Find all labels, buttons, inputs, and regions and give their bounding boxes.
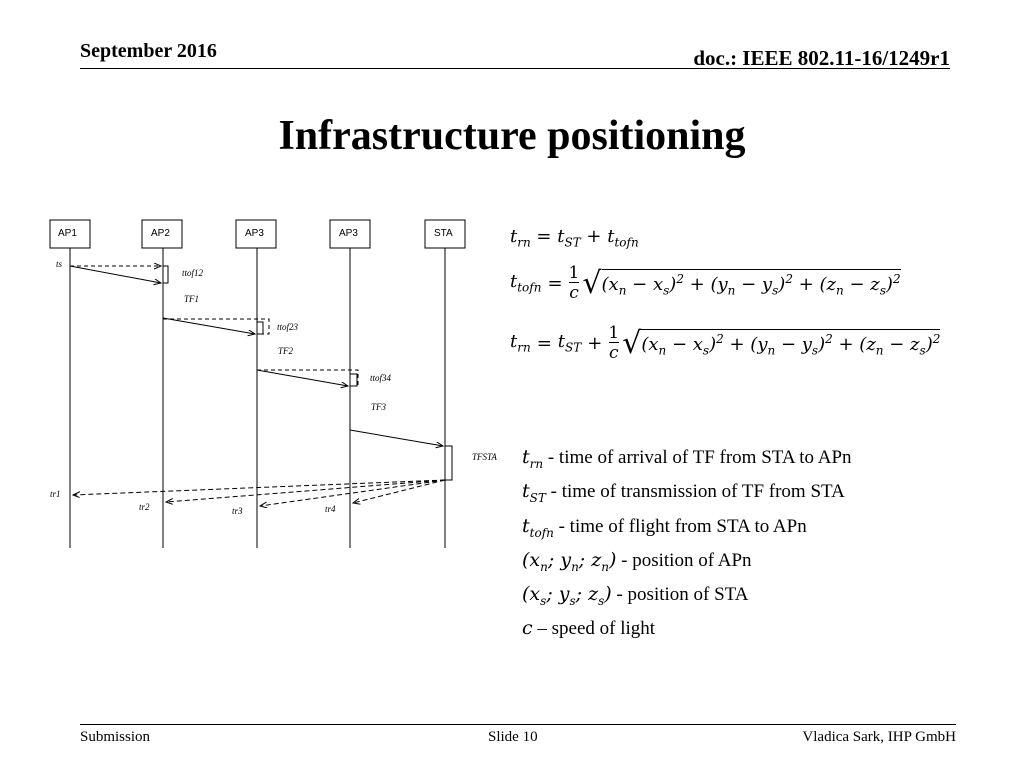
label-tf1: TF1 [184, 294, 200, 304]
bracket-tof34 [350, 374, 357, 386]
tx-ap4-sta [350, 430, 443, 446]
label-ttof12: ttof12 [182, 268, 204, 278]
footer-submission: Submission [80, 729, 151, 745]
label-tr2: tr2 [139, 502, 150, 512]
header-doc-id: doc.: IEEE 802.11-16/1249r1 [693, 46, 950, 70]
label-tf2: TF2 [278, 346, 294, 356]
rx-sta-ap2 [166, 480, 445, 502]
footer-slide-number: Slide 10 [488, 729, 538, 745]
legend-row-apn-position: ($x_n$; $y_n$; $z_n$) - position of APn [522, 548, 752, 574]
legend-text: - time of flight from STA to APn [553, 515, 807, 537]
node-sta-label: STA [434, 228, 453, 239]
legend-text: - position of APn [616, 549, 752, 571]
equation-2: $t_{tofn}$ = $\frac{1}{c}$ √ $(x_n - x_s)^2 + (y_n - y_s)^2 + (z_n - z_s)^2$ [510, 263, 901, 303]
label-tr1: tr1 [50, 489, 61, 499]
bracket-tof12 [163, 266, 168, 283]
bracket-fsta [445, 446, 452, 480]
node-ap2 [142, 220, 182, 248]
symbol-legend [522, 444, 852, 643]
node-ap3 [236, 220, 276, 248]
legend-row-c [522, 615, 852, 643]
footer-divider [80, 724, 956, 725]
label-ttof23: ttof23 [277, 322, 299, 332]
sequence-diagram [40, 210, 500, 560]
footer-author: Vladica Sark, IHP GmbH [802, 729, 956, 745]
header-divider [80, 68, 950, 69]
tx-ap2-ap3 [163, 318, 255, 334]
legend-text: - time of arrival of TF from STA to APn [543, 447, 852, 468]
legend-text: – speed of light [532, 618, 656, 640]
equation-3: $t_{rn}$ = $t_{ST}$ + $\frac{1}{c}$ √ $(x_n - x_s)^2 + (y_n - y_s)^2 + (z_n - z_s)^2$ [510, 323, 941, 363]
node-ap1-label: AP1 [58, 228, 77, 239]
legend-text: - position of STA [611, 584, 749, 606]
node-ap4 [330, 220, 370, 248]
node-sta [425, 220, 465, 248]
legend-row-sta-position: ($x_s$; $y_s$; $z_s$) - position of STA [522, 583, 749, 608]
tx-ap3-ap4 [257, 370, 348, 386]
legend-text: - time of transmission of TF from STA [545, 481, 845, 503]
node-ap2-label: AP2 [151, 228, 170, 239]
equation-1: $t_{rn} = t_{ST} + t_{tofn}$ [510, 226, 639, 250]
bracket-tof23 [257, 322, 263, 334]
slide-title: Infrastructure positioning [278, 113, 746, 159]
legend-row-ttofn: $t_{tofn}$ - time of flight from STA to APn [522, 514, 807, 540]
label-tfsta: TFSTA [472, 452, 497, 462]
label-ttof34: ttof34 [370, 373, 392, 383]
node-ap4-label: AP3 [339, 228, 358, 239]
header-date: September 2016 [80, 40, 217, 62]
rx-sta-ap4 [353, 480, 445, 503]
label-tr3: tr3 [232, 506, 243, 516]
tx-ap1-ap2 [70, 266, 161, 283]
label-ts: ts [56, 259, 63, 269]
label-tr4: tr4 [325, 504, 336, 514]
node-ap1 [50, 220, 90, 248]
label-tf3: TF3 [371, 402, 387, 412]
legend-row-trn: $t_{rn}$ - time of arrival of TF from STA to APn [522, 446, 852, 471]
node-ap3-label: AP3 [245, 228, 264, 239]
legend-row-tst: $t_{ST}$ - time of transmission of TF from STA [522, 480, 845, 506]
legend-symbol: c [522, 617, 533, 640]
